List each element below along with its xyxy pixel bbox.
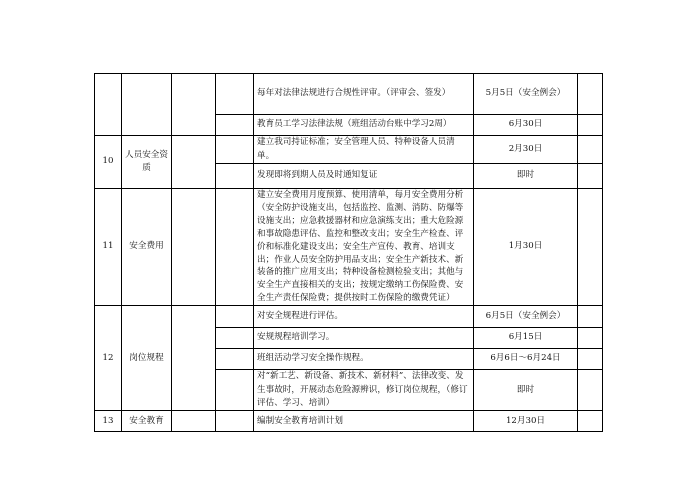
item-name: 安全教育 (122, 411, 172, 432)
blank-cell (578, 164, 603, 189)
blank-cell (216, 411, 254, 432)
date-cell: 6月5日（安全例会） (474, 306, 578, 328)
table-row (95, 411, 603, 432)
table-row (95, 136, 603, 164)
blank-cell (216, 370, 254, 411)
blank-cell (578, 74, 603, 115)
task-cell: 对安全规程进行评估。 (254, 306, 474, 328)
table-row (95, 189, 603, 306)
item-name: 岗位规程 (122, 306, 172, 411)
item-name: 人员安全资质 (122, 136, 172, 189)
blank-cell (578, 328, 603, 349)
task-cell: 建立安全费用月度预算、使用清单，每月安全费用分析（安全防护设施支出，包括监控、监测、消防、防爆等设施支出；应急救援器材和应急演练支出；重大危险源和事故隐患评估、监控和整改支出；安全生产检查、评价和标准化建设支出；安全生产宣传、教育、培训支出；作业人员安全防护用品支出；安全生产新技术、新装备的推广应用支出；特种设备检测检验支出；其他与安全生产直接相关的支出；按规定缴纳工伤保险费、安全生产责任保险费；提供按时工伤保险的缴费凭证） (254, 189, 474, 306)
task-cell: 班组活动学习安全操作规程。 (254, 349, 474, 370)
table-row (95, 74, 603, 115)
date-cell: 即时 (474, 370, 578, 411)
task-cell: 每年对法律法规进行合规性评审。（评审会、签发） (254, 74, 474, 115)
date-cell: 12月30日 (474, 411, 578, 432)
task-cell: 编制安全教育培训计划 (254, 411, 474, 432)
row-number: 11 (95, 189, 122, 306)
date-cell: 即时 (474, 164, 578, 189)
blank-cell (578, 411, 603, 432)
date-cell: 6月30日 (474, 115, 578, 136)
no-cell (95, 74, 122, 136)
task-cell: 教育员工学习法律法规（班组活动台账中学习2周） (254, 115, 474, 136)
blank-cell (216, 328, 254, 349)
blank-cell (578, 136, 603, 164)
blank-cell (578, 349, 603, 370)
blank-cell (578, 370, 603, 411)
blank-cell (172, 136, 216, 189)
blank-cell (172, 74, 216, 136)
blank-cell (172, 411, 216, 432)
task-cell: 对“新工艺、新设备、新技术、新材料”、法律改变、发生事故时，开展动态危险源辨识，修订岗位规程，（修订评估、学习、培训） (254, 370, 474, 411)
row-number: 12 (95, 306, 122, 411)
row-number: 10 (95, 136, 122, 189)
task-cell: 建立我司持证标准；安全管理人员、特种设备人员清单。 (254, 136, 474, 164)
item-cell (122, 74, 172, 136)
date-cell: 5月5日（安全例会） (474, 74, 578, 115)
row-number: 13 (95, 411, 122, 432)
blank-cell (172, 189, 216, 306)
item-name: 安全费用 (122, 189, 172, 306)
blank-cell (172, 306, 216, 411)
blank-cell (216, 306, 254, 328)
blank-cell (216, 74, 254, 115)
table-row (95, 306, 603, 328)
date-cell: 6月6日～6月24日 (474, 349, 578, 370)
blank-cell (216, 164, 254, 189)
date-cell: 1月30日 (474, 189, 578, 306)
safety-plan-table (94, 73, 603, 432)
blank-cell (578, 306, 603, 328)
task-cell: 安规规程培训学习。 (254, 328, 474, 349)
date-cell: 6月15日 (474, 328, 578, 349)
date-cell: 2月30日 (474, 136, 578, 164)
blank-cell (216, 189, 254, 306)
blank-cell (216, 136, 254, 164)
blank-cell (216, 349, 254, 370)
task-cell: 发现即将到期人员及时通知复证 (254, 164, 474, 189)
blank-cell (578, 115, 603, 136)
blank-cell (578, 189, 603, 306)
blank-cell (216, 115, 254, 136)
